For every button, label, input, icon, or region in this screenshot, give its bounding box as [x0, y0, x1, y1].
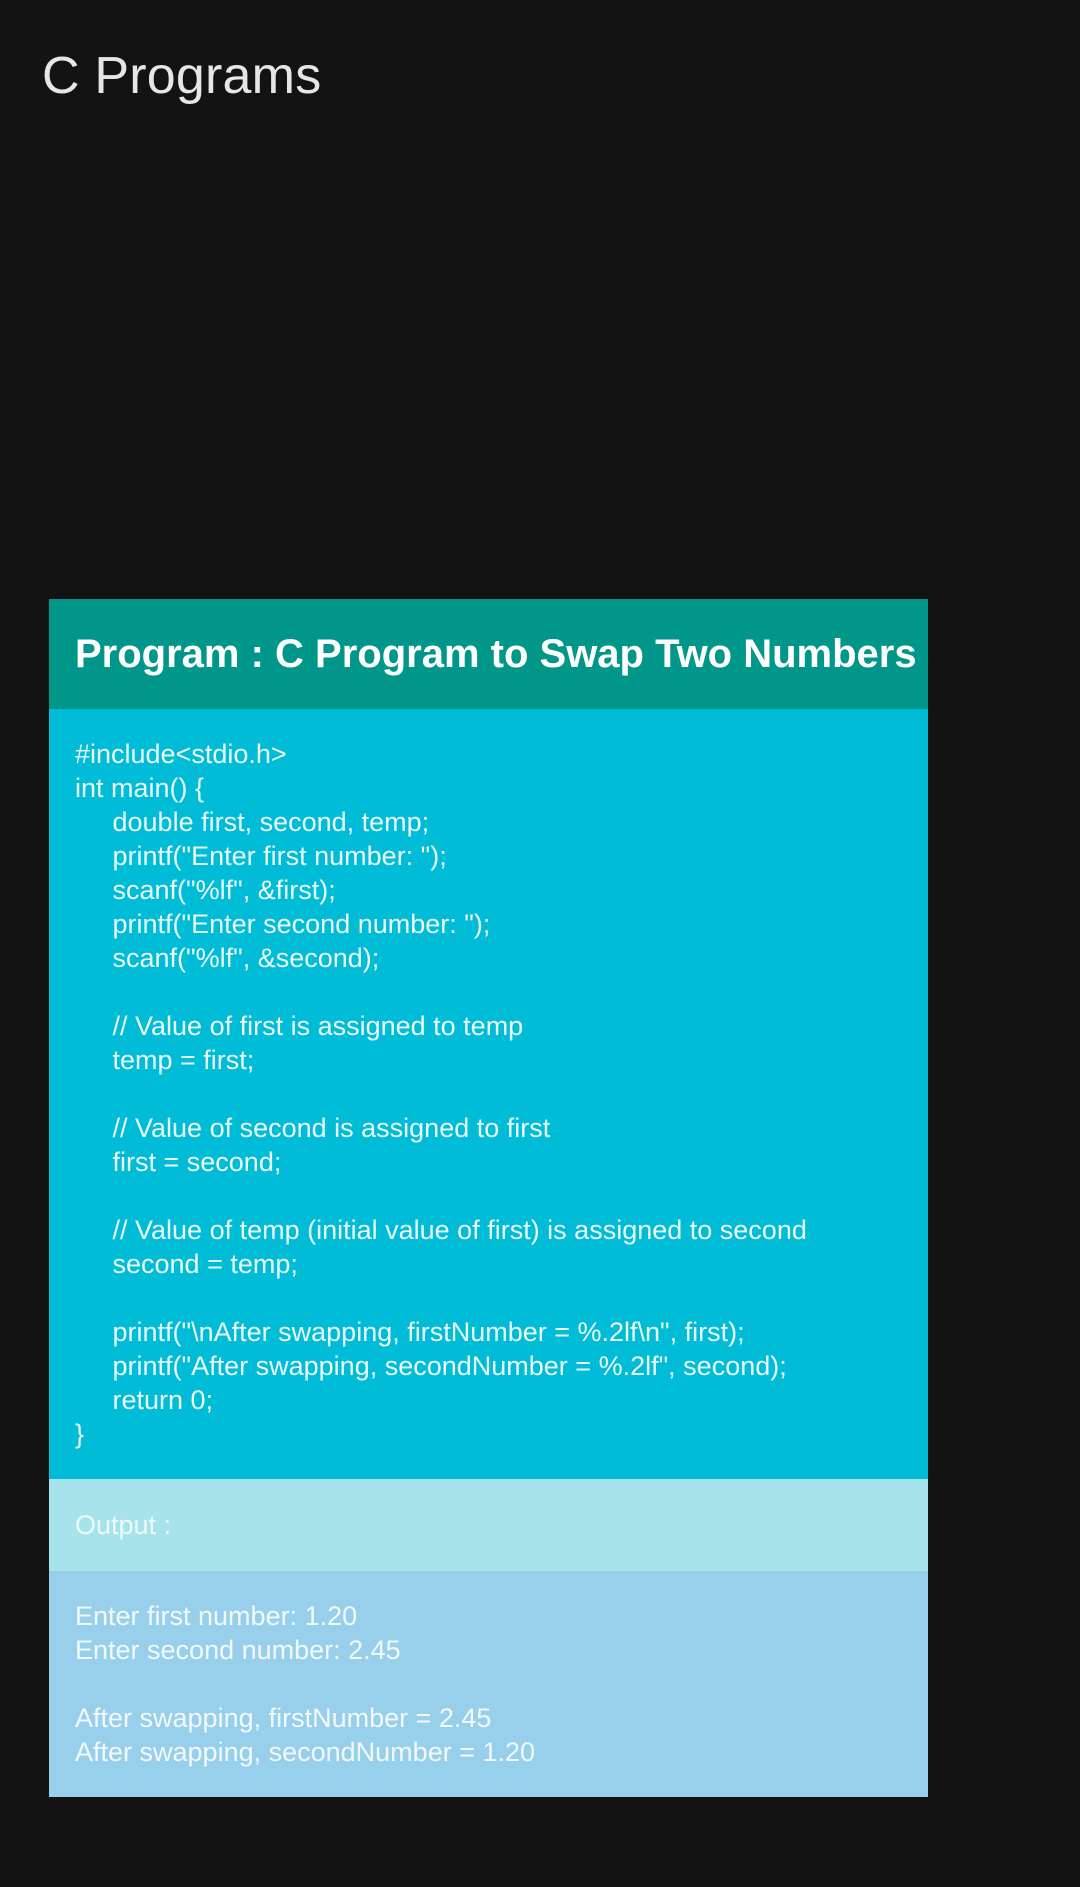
output-label: Output : — [75, 1509, 172, 1540]
code-block: #include<stdio.h> int main() { double first, second, temp; printf("Enter first number: "); scanf("%lf", &first); printf("Enter second number: "); scanf("%lf", &second); // Value of first is assigned to temp temp = first; // Value of second is assigned to first first = second; // Value of temp (initial value of first) is assigned to second second = temp; printf("\nAfter swapping, firstNumber = %.2lf\n", first); printf("After swapping, secondNumber = %.2lf", second); return 0; } — [75, 739, 807, 1449]
code-section — [49, 709, 928, 1479]
program-title: Program : C Program to Swap Two Numbers — [75, 631, 917, 676]
output-block: Enter first number: 1.20 Enter second number: 2.45 After swapping, firstNumber = 2.45 After swapping, secondNumber = 1.20 — [75, 1601, 536, 1767]
output-label-row — [49, 1479, 928, 1571]
program-card — [49, 599, 928, 1797]
program-header — [49, 599, 928, 709]
app-title: C Programs — [42, 47, 322, 105]
output-section — [49, 1571, 928, 1797]
